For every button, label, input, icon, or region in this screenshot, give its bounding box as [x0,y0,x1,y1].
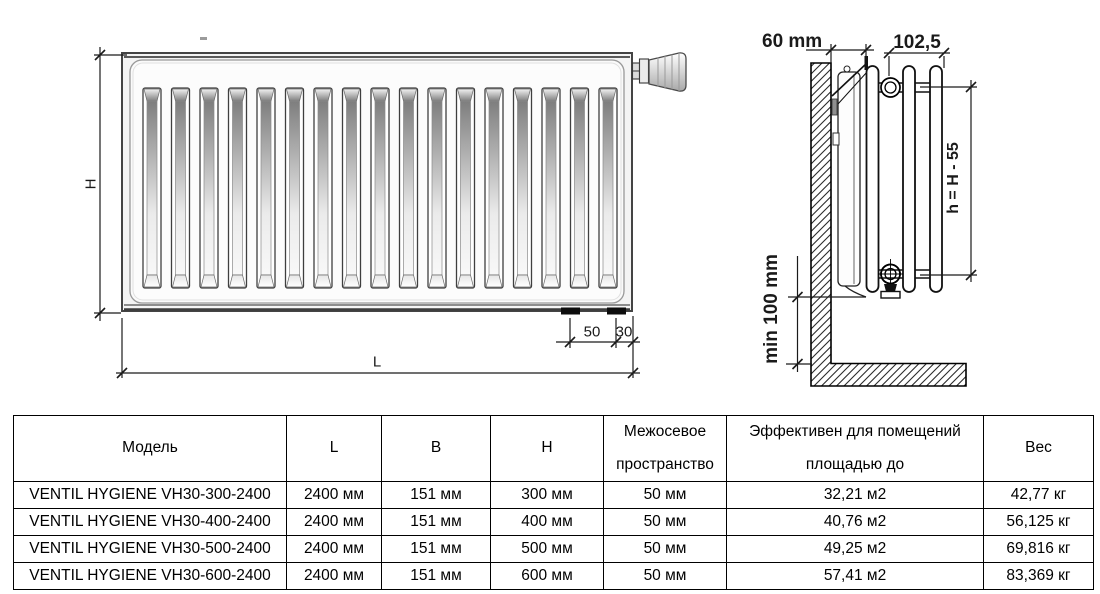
table-cell: VENTIL HYGIENE VH30-300-2400 [14,482,287,509]
table-cell: 2400 мм [287,482,382,509]
spec-table [13,415,1094,590]
wall-distance-label: 60 mm [762,31,823,52]
column-header-5: Эффективен для помещений площадью до [727,416,984,482]
table-cell: 50 мм [604,509,727,536]
table-cell: VENTIL HYGIENE VH30-600-2400 [14,563,287,590]
table-row [14,482,1094,509]
connection-spacing-label: 50 [583,323,601,341]
floor-clearance-label: min 100 mm [761,254,782,364]
table-row [14,536,1094,563]
table-cell: 151 мм [382,509,491,536]
spec-table-header [14,416,1094,482]
table-cell: VENTIL HYGIENE VH30-500-2400 [14,536,287,563]
length-dim-label: L [372,353,382,371]
column-header-4: Межосевое пространство [604,416,727,482]
table-cell: 49,25 м2 [727,536,984,563]
column-header-6: Вес [984,416,1094,482]
table-cell: 83,369 кг [984,563,1094,590]
table-cell: 2400 мм [287,536,382,563]
column-header-0: Модель [14,416,287,482]
table-cell: 50 мм [604,563,727,590]
thermostatic-valve-icon [633,53,687,91]
table-cell: 69,816 кг [984,536,1094,563]
column-header-1: L [287,416,382,482]
depth-label: 102,5 [893,32,941,53]
axis-height-label: h = H - 55 [945,142,962,214]
table-cell: 50 мм [604,536,727,563]
table-row [14,509,1094,536]
table-cell: 151 мм [382,482,491,509]
column-header-2: B [382,416,491,482]
table-cell: 600 мм [491,563,604,590]
table-cell: 151 мм [382,563,491,590]
table-cell: 151 мм [382,536,491,563]
table-cell: 57,41 м2 [727,563,984,590]
edge-offset-label: 30 [615,323,633,341]
table-cell: 32,21 м2 [727,482,984,509]
table-row [14,563,1094,590]
table-cell: 50 мм [604,482,727,509]
table-cell: 2400 мм [287,509,382,536]
side-view [786,44,977,386]
table-cell: 56,125 кг [984,509,1094,536]
table-cell: 40,76 м2 [727,509,984,536]
table-cell: 42,77 кг [984,482,1094,509]
column-header-3: H [491,416,604,482]
table-cell: 400 мм [491,509,604,536]
table-cell: 500 мм [491,536,604,563]
radiator-panels [867,66,943,292]
table-cell: VENTIL HYGIENE VH30-400-2400 [14,509,287,536]
connection-hubs [878,78,903,298]
height-dim-label: H [82,178,100,190]
table-cell: 300 мм [491,482,604,509]
table-cell: 2400 мм [287,563,382,590]
wall-bracket [832,56,868,297]
